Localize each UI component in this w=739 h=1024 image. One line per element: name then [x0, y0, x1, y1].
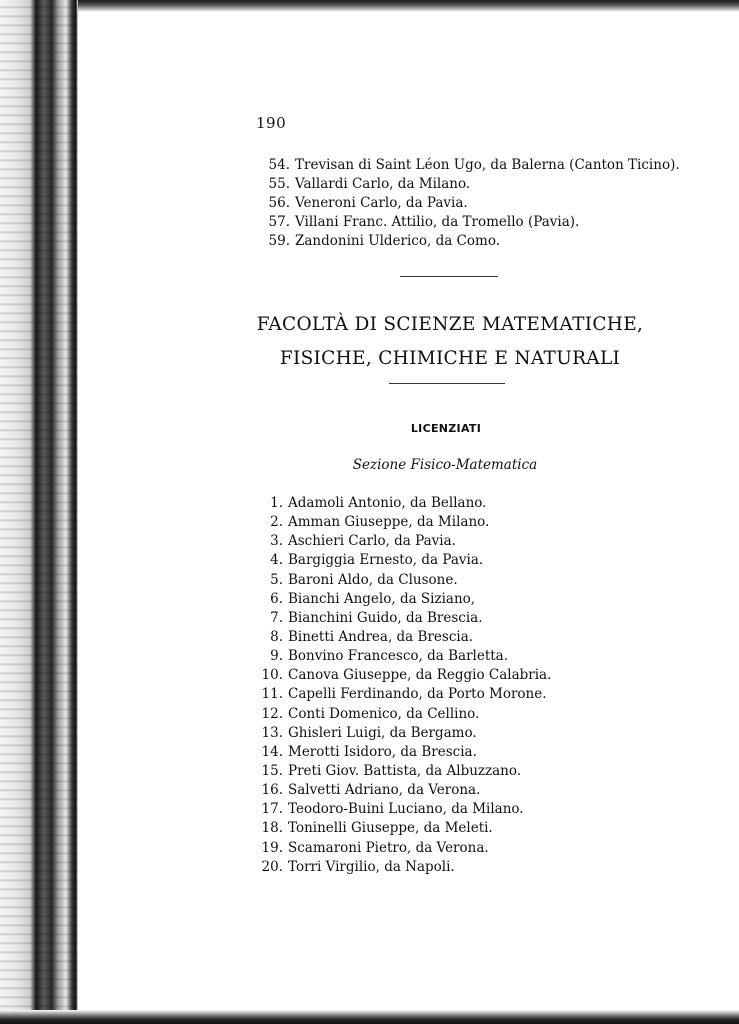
faculty-title-line-2: FISICHE, CHIMICHE E NATURALI: [279, 348, 621, 369]
item-number: 18.: [261, 820, 283, 837]
item-name: Aschieri Carlo, da Pavia.: [288, 533, 456, 550]
list-item: [254, 532, 551, 551]
item-number: 13.: [261, 724, 283, 741]
item-name: Preti Giov. Battista, da Albuzzano.: [288, 762, 522, 779]
list-item: [254, 494, 551, 513]
list-item: [262, 156, 680, 175]
list-item: [254, 571, 551, 590]
faculty-title: [210, 308, 690, 376]
item-name: Conti Domenico, da Cellino.: [288, 705, 480, 722]
item-number: 2.: [270, 514, 283, 531]
item-number: 12.: [261, 705, 283, 722]
item-name: Veneroni Carlo, da Pavia.: [295, 195, 468, 211]
item-name: Canova Giuseppe, da Reggio Calabria.: [288, 667, 552, 684]
list-item: [254, 762, 551, 781]
list-item: [262, 194, 680, 213]
list-item: [254, 781, 551, 800]
licenziati-list: [254, 494, 551, 877]
item-number: 5.: [270, 571, 283, 588]
subsection-heading: Sezione Fisico-Matematica: [352, 457, 538, 473]
item-number: 57.: [268, 214, 290, 230]
list-item: [254, 743, 551, 762]
book-binding-edge: [0, 0, 78, 1024]
item-number: 11.: [261, 686, 283, 703]
section-heading: LICENZIATI: [410, 422, 482, 435]
list-item: [254, 590, 551, 609]
list-item: [262, 175, 680, 194]
section-divider: [400, 276, 498, 277]
title-divider: [389, 383, 505, 384]
item-number: 56.: [268, 195, 290, 211]
item-number: 20.: [261, 858, 283, 875]
graduate-list-continued: [262, 156, 680, 251]
item-name: Merotti Isidoro, da Brescia.: [288, 743, 477, 760]
item-name: Vallardi Carlo, da Milano.: [295, 176, 471, 192]
item-number: 6.: [270, 590, 283, 607]
item-name: Salvetti Adriano, da Verona.: [288, 782, 481, 799]
item-name: Torri Virgilio, da Napoli.: [288, 858, 455, 875]
item-name: Amman Giuseppe, da Milano.: [288, 514, 490, 531]
item-number: 8.: [270, 628, 283, 645]
item-number: 1.: [270, 495, 283, 511]
list-item: [254, 800, 551, 819]
item-name: Scamaroni Pietro, da Verona.: [288, 839, 489, 856]
item-name: Bianchi Angelo, da Siziano,: [288, 590, 476, 607]
item-number: 59.: [268, 233, 290, 249]
item-name: Binetti Andrea, da Brescia.: [288, 628, 474, 645]
list-item: [254, 724, 551, 743]
list-item: [254, 628, 551, 647]
list-item: [254, 705, 551, 724]
item-number: 3.: [270, 533, 283, 550]
item-name: Baroni Aldo, da Clusone.: [288, 571, 458, 588]
page-number: 190: [256, 114, 287, 132]
faculty-title-line-1: FACOLTÀ DI SCIENZE MATEMATICHE,: [256, 314, 644, 335]
item-number: 17.: [261, 801, 283, 818]
item-name: Bonvino Francesco, da Barletta.: [288, 648, 509, 665]
list-item: [254, 609, 551, 628]
list-item: [262, 232, 680, 251]
item-name: Bargiggia Ernesto, da Pavia.: [288, 552, 484, 569]
item-name: Toninelli Giuseppe, da Meleti.: [288, 820, 493, 837]
item-name: Zandonini Ulderico, da Como.: [295, 233, 500, 249]
scan-bottom-edge: [0, 1010, 739, 1024]
list-item: [254, 819, 551, 838]
item-number: 9.: [270, 648, 283, 665]
item-number: 15.: [261, 762, 283, 779]
item-name: Villani Franc. Attilio, da Tromello (Pavia).: [295, 214, 580, 230]
list-item: [254, 839, 551, 858]
item-number: 10.: [261, 667, 283, 684]
item-name: Capelli Ferdinando, da Porto Morone.: [288, 686, 547, 703]
list-item: [254, 666, 551, 685]
item-number: 54.: [268, 157, 290, 173]
scan-top-edge: [78, 0, 739, 12]
item-name: Bianchini Guido, da Brescia.: [288, 609, 483, 626]
item-name: Teodoro-Buini Luciano, da Milano.: [288, 801, 524, 818]
item-number: 55.: [268, 176, 290, 192]
item-number: 19.: [261, 839, 283, 856]
list-item: [262, 213, 680, 232]
item-number: 7.: [270, 609, 283, 626]
item-number: 14.: [261, 743, 283, 760]
list-item: [254, 685, 551, 704]
item-number: 4.: [270, 552, 283, 569]
item-name: Ghisleri Luigi, da Bergamo.: [288, 724, 477, 741]
item-name: Adamoli Antonio, da Bellano.: [288, 495, 487, 511]
item-name: Trevisan di Saint Léon Ugo, da Balerna (Canton Ticino).: [295, 157, 680, 173]
list-item: [254, 858, 551, 877]
list-item: [254, 551, 551, 570]
list-item: [254, 513, 551, 532]
list-item: [254, 647, 551, 666]
item-number: 16.: [261, 782, 283, 799]
